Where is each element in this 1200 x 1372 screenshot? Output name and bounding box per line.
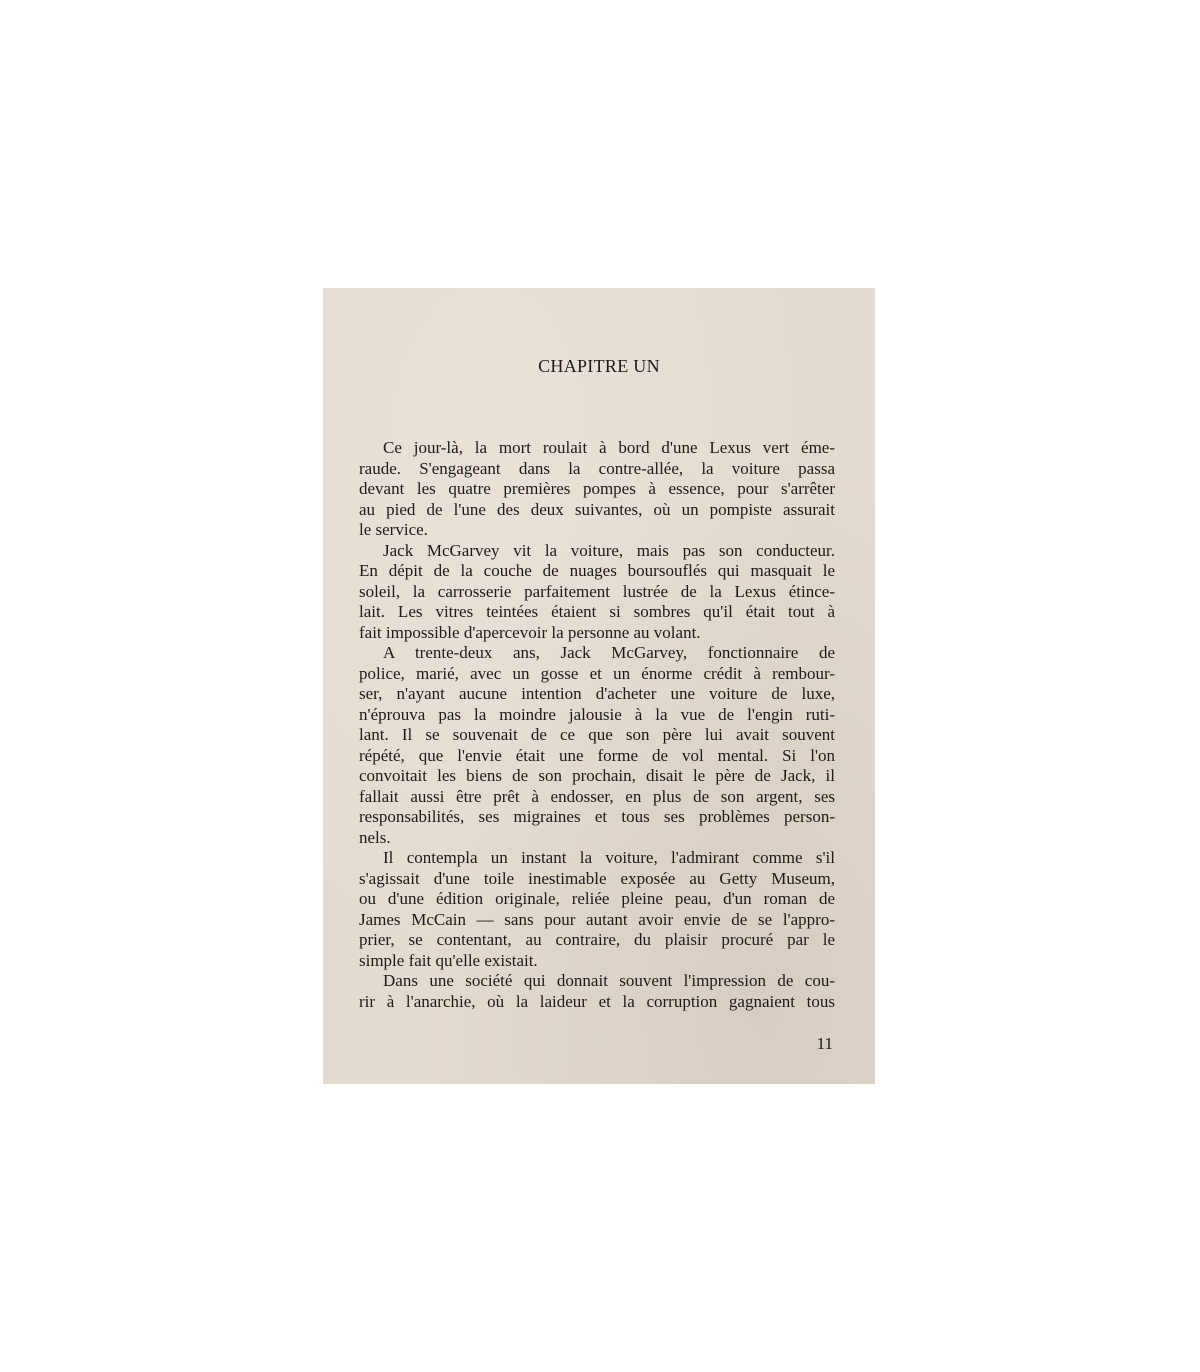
text-line: police, marié, avec un gosse et un énorme crédit à rembour- [359, 663, 835, 683]
paragraph [359, 643, 835, 848]
text-line: convoitait les biens de son prochain, disait le père de Jack, il [359, 766, 835, 785]
text-line: ser, n'ayant aucune intention d'acheter une voiture de luxe, [359, 684, 835, 703]
text-line: soleil, la carrosserie parfaitement lustrée de la Lexus étince- [359, 581, 835, 601]
chapter-title: CHAPITRE UN [538, 356, 660, 376]
text-line: au pied de l'une des deux suivantes, où un pompiste assurait [359, 499, 835, 519]
paragraph [359, 971, 835, 1012]
paragraph [359, 541, 835, 644]
body-text [359, 438, 835, 1012]
text-line: Jack McGarvey vit la voiture, mais pas son conducteur. [383, 540, 835, 560]
text-line: Il contempla un instant la voiture, l'admirant comme s'il [383, 848, 835, 867]
text-line: fait impossible d'apercevoir la personne au volant. [359, 622, 701, 642]
text-line: répété, que l'envie était une forme de vol mental. Si l'on [359, 745, 835, 765]
text-line: lant. Il se souvenait de ce que son père lui avait souvent [359, 725, 835, 744]
text-line: s'agissait d'une toile inestimable exposée au Getty Museum, [359, 868, 835, 888]
text-line: devant les quatre premières pompes à essence, pour s'arrêter [359, 479, 835, 498]
text-line: lait. Les vitres teintées étaient si sombres qu'il était tout à [359, 602, 835, 621]
text-line: responsabilités, ses migraines et tous ses problèmes person- [359, 807, 835, 826]
text-line: En dépit de la couche de nuages boursouflés qui masquait le [359, 561, 835, 580]
paragraph [359, 848, 835, 971]
text-line: rir à l'anarchie, où la laideur et la corruption gagnaient tous [359, 991, 835, 1011]
text-line: le service. [359, 520, 428, 539]
text-line: fallait aussi être prêt à endosser, en plus de son argent, ses [359, 786, 835, 806]
text-line: prier, se contentant, au contraire, du plaisir procuré par le [359, 930, 835, 949]
text-line: A trente-deux ans, Jack McGarvey, fonctionnaire de [383, 643, 835, 662]
text-line: raude. S'engageant dans la contre-allée, la voiture passa [359, 458, 835, 478]
text-line: James McCain — sans pour autant avoir envie de se l'appro- [359, 909, 835, 929]
text-line: nels. [359, 827, 391, 847]
book-page [323, 288, 875, 1084]
text-line: n'éprouva pas la moindre jalousie à la vue de l'engin ruti- [359, 704, 835, 724]
text-line: simple fait qu'elle existait. [359, 950, 538, 970]
text-line: Dans une société qui donnait souvent l'impression de cou- [383, 971, 835, 990]
page-number: 11 [816, 1034, 833, 1053]
paragraph [359, 438, 835, 541]
text-line: Ce jour-là, la mort roulait à bord d'une Lexus vert éme- [383, 438, 835, 457]
text-line: ou d'une édition originale, reliée pleine peau, d'un roman de [359, 889, 835, 908]
